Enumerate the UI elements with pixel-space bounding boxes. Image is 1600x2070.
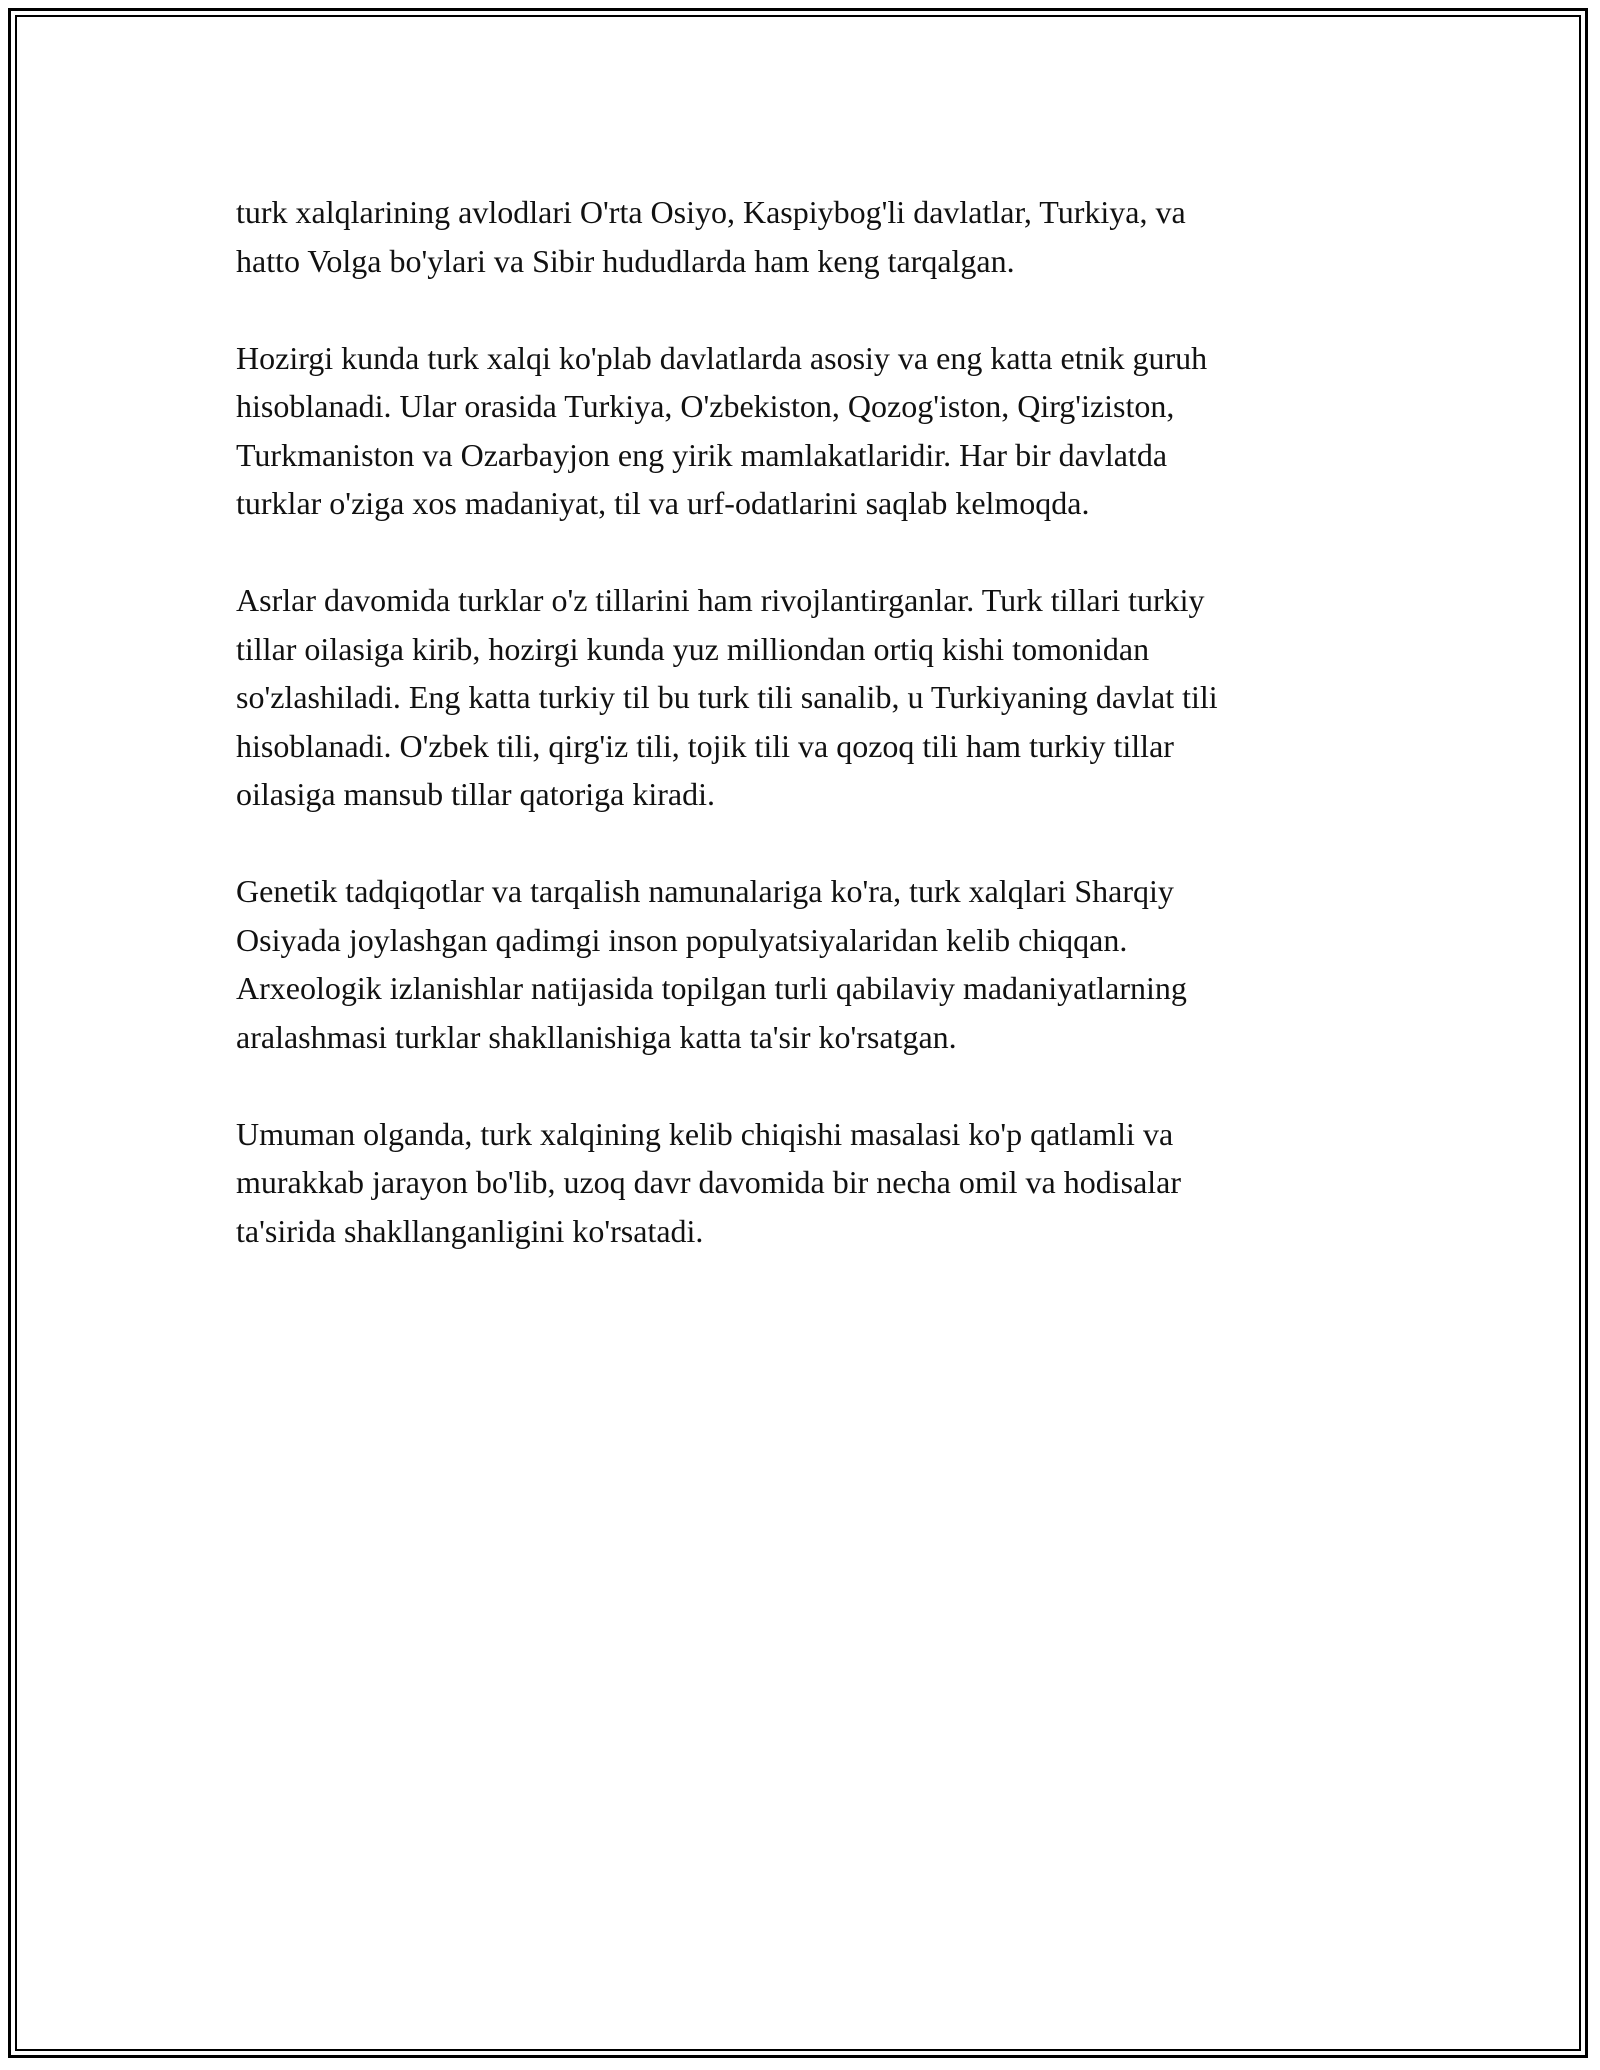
text-line: hisoblanadi. Ular orasida Turkiya, O'zbekiston, Qozog'iston, Qirg'iziston, xyxy=(236,388,1175,424)
text-line: hatto Volga bo'ylari va Sibir hududlarda ham keng tarqalgan. xyxy=(236,242,1015,279)
text-line: oilasiga mansub tillar qatoriga kiradi. xyxy=(236,776,715,812)
paragraph-2 xyxy=(236,334,1386,528)
paragraph-3 xyxy=(236,576,1386,819)
text-line: Hozirgi kunda turk xalqi ko'plab davlatlarda asosiy va eng katta etnik guruh xyxy=(236,339,1208,376)
text-line: Umuman olganda, turk xalqining kelib chiqishi masalasi ko'p qatlamli va xyxy=(236,1115,1174,1152)
text-line: ta'sirida shakllanganligini ko'rsatadi. xyxy=(236,1212,704,1249)
document-body xyxy=(236,188,1386,1304)
paragraph-4 xyxy=(236,867,1386,1061)
text-line: Genetik tadqiqotlar va tarqalish namunalariga ko'ra, turk xalqlari Sharqiy xyxy=(236,873,1174,909)
text-line: tillar oilasiga kirib, hozirgi kunda yuz milliondan ortiq kishi tomonidan xyxy=(236,630,1150,667)
text-line: murakkab jarayon bo'lib, uzoq davr davomida bir necha omil va hodisalar xyxy=(236,1164,1182,1200)
paragraph-1 xyxy=(236,188,1386,285)
text-line: Osiyada joylashgan qadimgi inson populyatsiyalaridan kelib chiqqan. xyxy=(236,921,1128,958)
text-line: Turkmaniston va Ozarbayjon eng yirik mamlakatlaridir. Har bir davlatda xyxy=(236,436,1168,473)
text-line: turk xalqlarining avlodlari O'rta Osiyo, Kaspiybog'li davlatlar, Turkiya, va xyxy=(236,194,1186,230)
text-line: aralashmasi turklar shakllanishiga katta ta'sir ko'rsatgan. xyxy=(236,1018,957,1055)
text-line: Asrlar davomida turklar o'z tillarini ham rivojlantirganlar. Turk tillari turkiy xyxy=(236,582,1205,618)
paragraph-5 xyxy=(236,1110,1386,1256)
text-line: turklar o'ziga xos madaniyat, til va urf-odatlarini saqlab kelmoqda. xyxy=(236,485,1090,521)
text-line: so'zlashiladi. Eng katta turkiy til bu turk tili sanalib, u Turkiyaning davlat tili xyxy=(236,679,1218,715)
text-line: hisoblanadi. O'zbek tili, qirg'iz tili, tojik tili va qozoq tili ham turkiy tillar xyxy=(236,727,1174,764)
text-line: Arxeologik izlanishlar natijasida topilgan turli qabilaviy madaniyatlarning xyxy=(236,970,1187,1006)
